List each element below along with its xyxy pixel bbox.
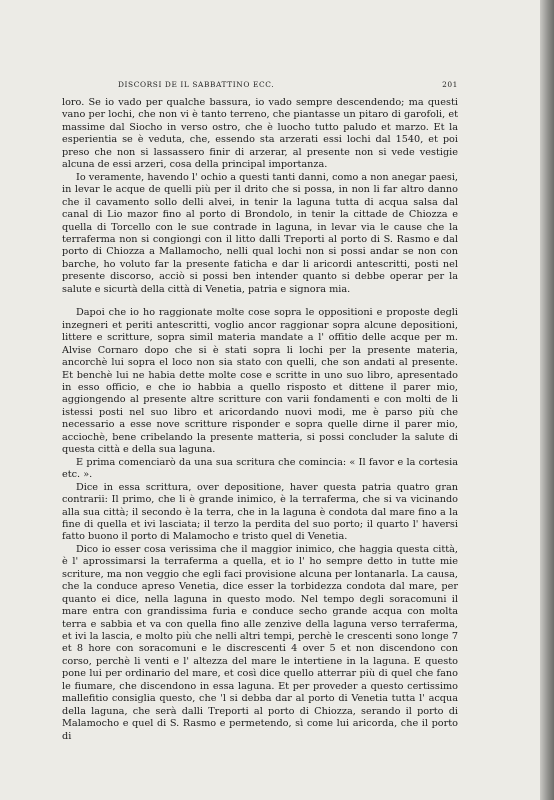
page-body <box>62 97 458 743</box>
page-edge-shadow <box>540 0 554 800</box>
paragraph: Dico io esser cosa verissima che il maggior inimico, che haggia questa città, è l' aprossimarsi la terraferma a quella, et io l' ho sempre detto in tutte mie scriture, ma non veggio che egli faci provisione alcuna per lontanarla. La causa, che la conduce apreso Venetia, dice esser la torbidezza condota dal mare, per quanto ei dice, nella laguna in questo modo. Nel tempo degli soracomuni il mare entra con grandissima furia e conduce secho grande acqua con molta terra e sabbia et va con quella fino alle zenzive della laguna verso terraferma, et ivi la lascia, e molto più che nelli altri tempi, perchè le crescenti sono longe 7 et 8 hore con soracomuni e le discrescenti 4 over 5 et non discendono con corso, perchè li venti e l' altezza del mare le intertiene in la laguna. E questo pone lui per ordinario del mare, et così dice quello atterrar più di quel che fano le fiumare, che discendono in essa laguna. Et per proveder a questo certissimo mallefitio consiglia questo, che 'l si debba dar al porto di Venetia tutta l' acqua della laguna, che serà dalli Treporti al porto di Chiozza, serando il porto di Malamocho e quel di S. Rasmo e permetendo, sì come lui aricorda, che il porto di <box>62 543 458 742</box>
page-number: 201 <box>442 80 458 89</box>
paragraph: loro. Se io vado per qualche bassura, io vado sempre descendendo; ma questi vano per lochi, che non vi è tanto terreno, che piantasse un pitaro di garofoli, et massime dal Siocho in verso ostro, che è luocho tutto paludo et marzo. Et la esperientia se è veduta, che, essendo sta arzerati essi lochi dal 1540, et poi preso che non si lassassero finir di arzerar, al presente non si vede vestigie alcuna de essi arzeri, cosa della principal importanza. <box>62 97 458 171</box>
paragraph: Dapoi che io ho raggionate molte cose sopra le oppositioni e proposte degli inzegneri et periti antescritti, voglio ancor raggionar sopra alcune depositioni, littere e scritture, sopra simil materia mandate a l' offitio delle acque per m. Alvise Cornaro dopo che si è stati sopra li lochi per la presente materia, ancorchè lui sopra el loco non sia stato con quelli, che son andati al presente. Et benchè lui ne habia dette molte cose e scritte in uno suo libro, apresentado in esso officio, e che io habbia a quello risposto et dittene il parer mio, aggiongendo al presente altre scritture con varii fondamenti e con molti de li istessi posti nel suo libro et aricordando nuovi modi, me è parso più che necessario a esse nove scritture risponder e sopra quelle dirne il parer mio, acciochè, bene cribelando la presente matteria, si possi concluder la salute di questa città e della sua laguna. <box>62 307 458 456</box>
running-title: DISCORSI DE IL SABBATTINO ECC. <box>118 80 275 89</box>
paragraph: E prima comenciarò da una sua scritura che comincia: « Il favor e la cortesia etc. ». <box>62 456 458 481</box>
paragraph: Dice in essa scrittura, over depositione, haver questa patria quatro gran contrarii: Il primo, che li è grande inimico, è la terraferma, che si va vicinando alla sua città; il secondo è la terra, che in la laguna è condota dal mare fino a la fine di quella et ivi lasciata; il terzo la perdita del suo porto; il quarto l' haversi fatto buono il porto di Malamocho e tristo quel di Venetia. <box>62 481 458 543</box>
paragraph: Io veramente, havendo l' ochio a questi tanti danni, como a non anegar paesi, in levar le acque de quelli più per il drito che si possa, in non li far altro danno che il cavamento sollo delli alvei, in tenir la laguna tutta di acqua salsa dal canal di Lio mazor fino al porto di Brondolo, in tenir la cittade de Chiozza e quella di Torcello con le sue contrade in laguna, in levar via le cause che la terraferma non si congiongi con il litto dalli Treporti al porto di S. Rasmo e dal porto di Chiozza a Mallamocho, nelli qual lochi non si possi andar se non con barche, ho voluto far la presente faticha e dar li aricordi antescritti, posti nel presente discorso, acciò si possi ben intender quanto si debbe operar per la salute e sicurtà della città di Venetia, patria e signora mia. <box>62 171 458 295</box>
